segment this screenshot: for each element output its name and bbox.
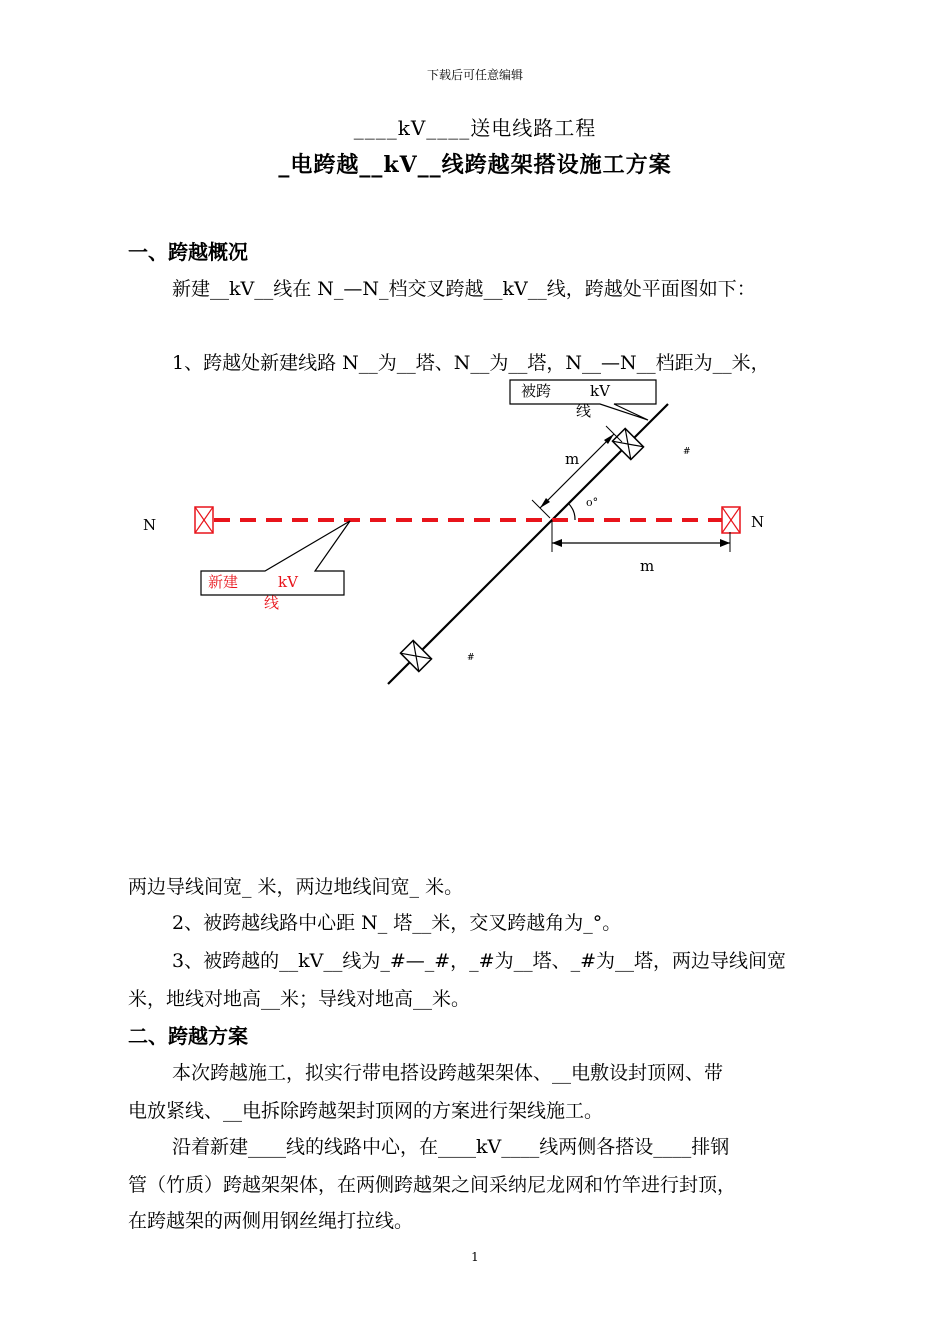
crossing-angle-arc (568, 503, 575, 520)
label-crossed-kv: kV (590, 382, 610, 400)
label-angle: o° (586, 496, 599, 509)
section2-paragraph1-line2: 电放紧线、__电拆除跨越架封顶网的方案进行架线施工。 (128, 1100, 604, 1122)
label-new-line: 线 (264, 594, 280, 612)
label-hash-upper: # (683, 447, 691, 457)
label-m-upper: m (565, 450, 580, 468)
section1-paragraph1: 新建__kV__线在 N_—N_档交叉跨越__kV__线，跨越处平面图如下： (172, 278, 756, 300)
label-new-kv: kV (278, 573, 298, 591)
dimension-upper (540, 434, 614, 508)
section1-paragraph3: 两边导线间宽_ 米，两边地线间宽_ 米。 (128, 876, 464, 898)
section1-heading: 一、跨越概况 (128, 240, 248, 264)
section2-heading: 二、跨越方案 (128, 1024, 248, 1048)
label-n-right: N (751, 513, 765, 531)
document-title-line2: _电跨越__kV__线跨越架搭设施工方案 (278, 152, 672, 178)
page-header: 下载后可任意编辑 (426, 68, 523, 82)
tower-left-icon (195, 507, 213, 533)
tower-right-icon (722, 507, 740, 533)
section1-paragraph4: 2、被跨越线路中心距 N_ 塔__米，交叉跨越角为_°。 (172, 912, 622, 934)
label-m-lower: m (640, 557, 655, 575)
label-hash-lower: # (467, 653, 475, 663)
section1-paragraph5-line1: 3、被跨越的__kV__线为_#—_#，_#为__塔、_#为__塔，两边导线间宽 (172, 950, 787, 972)
section2-paragraph2-line1: 沿着新建____线的线路中心，在____kV____线两侧各搭设____排钢 (172, 1136, 730, 1158)
label-new: 新建 (208, 573, 239, 591)
label-crossed-line: 线 (576, 402, 592, 420)
section1-paragraph5-line2: 米，地线对地高__米；导线对地高__米。 (128, 988, 471, 1010)
section2-paragraph2-line3: 在跨越架的两侧用钢丝绳打拉线。 (128, 1210, 414, 1232)
label-crossed: 被跨 (521, 382, 552, 400)
section1-paragraph2: 1、跨越处新建线路 N__为__塔、N__为__塔，N__—N__档距为__米， (172, 352, 770, 374)
section2-paragraph1-line1: 本次跨越施工，拟实行带电搭设跨越架架体、__电敷设封顶网、带 (172, 1062, 724, 1084)
section2-paragraph2-line2: 管（竹质）跨越架架体，在两侧跨越架之间采纳尼龙网和竹竿进行封顶， (128, 1174, 737, 1196)
page-number: 1 (471, 1250, 479, 1264)
label-n-left: N (143, 516, 157, 534)
document-title-line1: ____kV____送电线路工程 (353, 116, 597, 140)
